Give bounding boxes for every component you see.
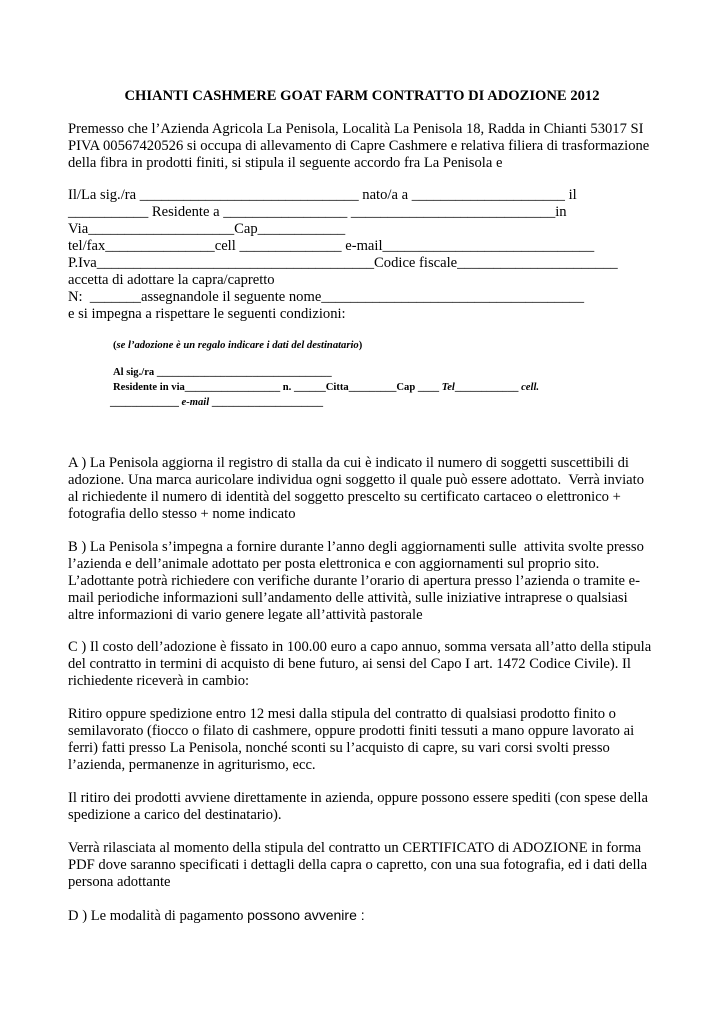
form-line-goat-name: N: _______assegnandole il seguente nome____________________________________ bbox=[68, 289, 584, 305]
gift-cell-field: _____________ bbox=[110, 397, 182, 408]
gift-email-field: _____________________ bbox=[209, 397, 324, 408]
gift-email-label: e-mail bbox=[181, 397, 210, 408]
certificato-line: PDF dove saranno specificati i dettagli della capra o capretto, con una sua fotografia, ed i dati della bbox=[68, 857, 648, 873]
gift-cell-label: cell. bbox=[521, 382, 540, 393]
gift-address-text: Residente in via__________________ n. ______Citta_________Cap ____ bbox=[113, 382, 442, 393]
form-line-conditions: e si impegna a rispettare le seguenti condizioni: bbox=[68, 306, 346, 322]
ritiro-line: l’azienda, permanenze in agriturismo, ecc. bbox=[68, 757, 316, 773]
ritiro-prodotti-line: spedizione a carico del destinatario). bbox=[68, 807, 282, 823]
ritiro-line: ferri) fatti presso La Penisola, nonché sconti su l’acquisto di capre, su vari corsi svolti presso bbox=[68, 740, 610, 756]
ritiro-line: Ritiro oppure spedizione entro 12 mesi dalla stipula del contratto di qualsiasi prodotto finito o bbox=[68, 706, 616, 722]
form-line-tax: P.Iva______________________________________Codice fiscale______________________ bbox=[68, 255, 618, 271]
form-line-contacts: tel/fax_______________cell ______________ e-mail_____________________________ bbox=[68, 238, 595, 254]
premessa-line: Premesso che l’Azienda Agricola La Penisola, Località La Penisola 18, Radda in Chianti 53017 SI bbox=[68, 121, 644, 137]
section-c-line: del contratto in termini di acquisto di bene futuro, ai sensi del Capo I art. 1472 Codice Civile). Il bbox=[68, 656, 631, 672]
section-b-line: B ) La Penisola s’impegna a fornire durante l’anno degli aggiornamenti sulle attivita svolte presso bbox=[68, 539, 644, 555]
ritiro-line: semilavorato (fiocco o filato di cashmere, oppure prodotti finiti tessuti a mano oppure lavorato ai bbox=[68, 723, 635, 739]
certificato-line: persona adottante bbox=[68, 874, 171, 890]
gift-note-suffix: ) bbox=[358, 340, 363, 351]
form-line-address: Via____________________Cap____________ bbox=[68, 221, 346, 237]
form-line-name: Il/La sig./ra ______________________________ nato/a a _____________________ il bbox=[68, 187, 577, 203]
premessa-line: della fibra in prodotti finiti, si stipula il seguente accordo fra La Penisola e bbox=[68, 155, 503, 171]
gift-line-name: Al sig./ra _________________________________ bbox=[113, 367, 332, 378]
section-d-text-sans: possono avvenire : bbox=[247, 907, 365, 923]
gift-note-prefix: ( bbox=[113, 340, 117, 351]
form-line-residence: ___________ Residente a _________________ ____________________________in bbox=[68, 204, 567, 220]
document-title: CHIANTI CASHMERE GOAT FARM CONTRATTO DI ADOZIONE 2012 bbox=[124, 88, 600, 104]
section-d-text: D ) Le modalità di pagamento bbox=[68, 908, 248, 924]
section-d-paragraph bbox=[68, 907, 365, 925]
ritiro-prodotti-line: Il ritiro dei prodotti avviene direttamente in azienda, oppure possono essere spediti (con spese della bbox=[68, 790, 648, 806]
premessa-line: PIVA 00567420526 si occupa di allevamento di Capre Cashmere e relativa filiera di trasformazione bbox=[68, 138, 650, 154]
section-a-line: fotografia dello stesso + nome indicato bbox=[68, 506, 296, 522]
gift-note-text: se l’adozione è un regalo indicare i dati del destinatario bbox=[116, 340, 359, 351]
section-b-line: mail periodiche informazioni sull’andamento delle attività, sulle iniziative intraprese o qualsiasi bbox=[68, 590, 628, 606]
section-b-line: L’adottante potrà richiedere con verifiche durante l’orario di apertura presso l’azienda o tramite e- bbox=[68, 573, 640, 589]
section-a-line: al richiedente il numero di identità del soggetto prescelto su certificato cartaceo o elettronico + bbox=[68, 489, 621, 505]
section-a-line: A ) La Penisola aggiorna il registro di stalla da cui è indicato il numero di soggetti suscettibili di bbox=[68, 455, 629, 471]
gift-tel-field: ____________ bbox=[454, 382, 522, 393]
section-b-line: l’azienda e dell’animale adottato per posta elettronica e con aggiornamenti sul proprio sito. bbox=[68, 556, 600, 572]
certificato-line: Verrà rilasciata al momento della stipula del contratto un CERTIFICATO di ADOZIONE in forma bbox=[68, 840, 642, 856]
form-line-accept: accetta di adottare la capra/capretto bbox=[68, 272, 275, 288]
section-b-line: altre informazioni di vario genere legate all’attività pastorale bbox=[68, 607, 423, 623]
gift-line-email bbox=[110, 396, 323, 409]
gift-line-address bbox=[113, 381, 539, 394]
section-c-line: richiedente riceverà in cambio: bbox=[68, 673, 250, 689]
section-a-line: adozione. Una marca auricolare individua ogni soggetto il quale può essere adottato. Verrà inviato bbox=[68, 472, 644, 488]
section-c-line: C ) Il costo dell’adozione è fissato in 100.00 euro a capo annuo, somma versata all’atto della stipula bbox=[68, 639, 652, 655]
gift-note bbox=[113, 339, 362, 352]
gift-tel-label: Tel bbox=[441, 382, 455, 393]
